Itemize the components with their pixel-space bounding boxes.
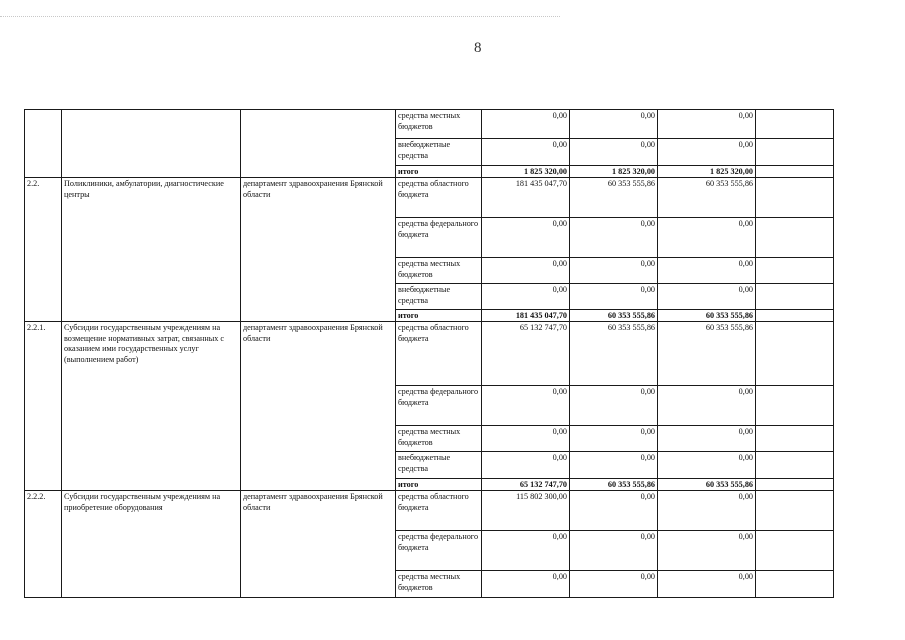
funding-source-cell: средства федерального бюджета [396, 218, 482, 258]
amount-cell: 0,00 [482, 110, 570, 139]
amount-cell: 0,00 [570, 386, 658, 426]
department-cell: департамент здравоохранения Брянской области [241, 178, 396, 322]
empty-cell [756, 531, 834, 571]
empty-cell [756, 386, 834, 426]
amount-cell: 60 353 555,86 [658, 479, 756, 491]
amount-cell: 60 353 555,86 [570, 479, 658, 491]
amount-cell: 1 825 320,00 [482, 166, 570, 178]
empty-cell [756, 166, 834, 178]
amount-cell: 0,00 [658, 139, 756, 166]
empty-cell [756, 310, 834, 322]
funding-source-cell: средства местных бюджетов [396, 571, 482, 598]
amount-cell: 0,00 [482, 452, 570, 479]
funding-source-cell: итого [396, 479, 482, 491]
empty-cell [756, 178, 834, 218]
funding-source-cell: итого [396, 310, 482, 322]
funding-source-cell: средства областного бюджета [396, 322, 482, 386]
item-title-cell [62, 110, 241, 178]
amount-cell: 0,00 [570, 110, 658, 139]
empty-cell [756, 258, 834, 284]
amount-cell: 0,00 [658, 531, 756, 571]
table-row [25, 322, 834, 386]
empty-cell [756, 110, 834, 139]
amount-cell: 0,00 [658, 284, 756, 310]
amount-cell: 0,00 [658, 452, 756, 479]
department-cell: департамент здравоохранения Брянской области [241, 491, 396, 598]
amount-cell: 0,00 [570, 426, 658, 452]
amount-cell: 0,00 [570, 258, 658, 284]
amount-cell: 1 825 320,00 [570, 166, 658, 178]
empty-cell [756, 284, 834, 310]
funding-source-cell: средства местных бюджетов [396, 426, 482, 452]
amount-cell: 115 802 300,00 [482, 491, 570, 531]
item-number-cell: 2.2. [25, 178, 62, 322]
item-number-cell: 2.2.1. [25, 322, 62, 491]
amount-cell: 0,00 [570, 284, 658, 310]
amount-cell: 0,00 [570, 571, 658, 598]
amount-cell: 60 353 555,86 [570, 322, 658, 386]
empty-cell [756, 491, 834, 531]
amount-cell: 0,00 [482, 531, 570, 571]
amount-cell: 0,00 [658, 571, 756, 598]
amount-cell: 0,00 [570, 452, 658, 479]
amount-cell: 0,00 [658, 258, 756, 284]
amount-cell: 60 353 555,86 [658, 322, 756, 386]
table-row [25, 491, 834, 531]
funding-source-cell: внебюджетные средства [396, 139, 482, 166]
amount-cell: 181 435 047,70 [482, 178, 570, 218]
funding-source-cell: средства местных бюджетов [396, 110, 482, 139]
item-number-cell [25, 110, 62, 178]
funding-source-cell: внебюджетные средства [396, 284, 482, 310]
table-row [25, 178, 834, 218]
funding-source-cell: средства федерального бюджета [396, 531, 482, 571]
empty-cell [756, 452, 834, 479]
funding-source-cell: итого [396, 166, 482, 178]
amount-cell: 60 353 555,86 [658, 310, 756, 322]
item-title-cell: Субсидии государственным учреждениям на приобретение оборудования [62, 491, 241, 598]
amount-cell: 0,00 [482, 386, 570, 426]
budget-table [24, 109, 834, 598]
amount-cell: 60 353 555,86 [658, 178, 756, 218]
amount-cell: 0,00 [658, 491, 756, 531]
amount-cell: 0,00 [570, 491, 658, 531]
amount-cell: 60 353 555,86 [570, 310, 658, 322]
amount-cell: 0,00 [658, 110, 756, 139]
item-title-cell: Поликлиники, амбулатории, диагностические центры [62, 178, 241, 322]
amount-cell: 0,00 [482, 426, 570, 452]
amount-cell: 65 132 747,70 [482, 479, 570, 491]
amount-cell: 60 353 555,86 [570, 178, 658, 218]
amount-cell: 0,00 [570, 218, 658, 258]
funding-source-cell: средства федерального бюджета [396, 386, 482, 426]
item-number-cell: 2.2.2. [25, 491, 62, 598]
amount-cell: 0,00 [658, 426, 756, 452]
empty-cell [756, 479, 834, 491]
amount-cell: 0,00 [658, 218, 756, 258]
empty-cell [756, 426, 834, 452]
funding-source-cell: внебюджетные средства [396, 452, 482, 479]
amount-cell: 0,00 [658, 386, 756, 426]
amount-cell: 1 825 320,00 [658, 166, 756, 178]
empty-cell [756, 218, 834, 258]
amount-cell: 0,00 [482, 571, 570, 598]
amount-cell: 0,00 [482, 258, 570, 284]
item-title-cell: Субсидии государственным учреждениям на возмещение нормативных затрат, связанных с оказанием ими государственных услуг (выполнением работ) [62, 322, 241, 491]
budget-table-body [25, 110, 834, 598]
amount-cell: 65 132 747,70 [482, 322, 570, 386]
table-row [25, 110, 834, 139]
empty-cell [756, 571, 834, 598]
page-number: 8 [474, 40, 482, 56]
amount-cell: 0,00 [482, 218, 570, 258]
funding-source-cell: средства областного бюджета [396, 491, 482, 531]
amount-cell: 0,00 [570, 531, 658, 571]
department-cell: департамент здравоохранения Брянской области [241, 322, 396, 491]
amount-cell: 181 435 047,70 [482, 310, 570, 322]
amount-cell: 0,00 [570, 139, 658, 166]
funding-source-cell: средства местных бюджетов [396, 258, 482, 284]
department-cell [241, 110, 396, 178]
empty-cell [756, 139, 834, 166]
amount-cell: 0,00 [482, 139, 570, 166]
scan-artifact-line [0, 16, 560, 17]
funding-source-cell: средства областного бюджета [396, 178, 482, 218]
amount-cell: 0,00 [482, 284, 570, 310]
empty-cell [756, 322, 834, 386]
